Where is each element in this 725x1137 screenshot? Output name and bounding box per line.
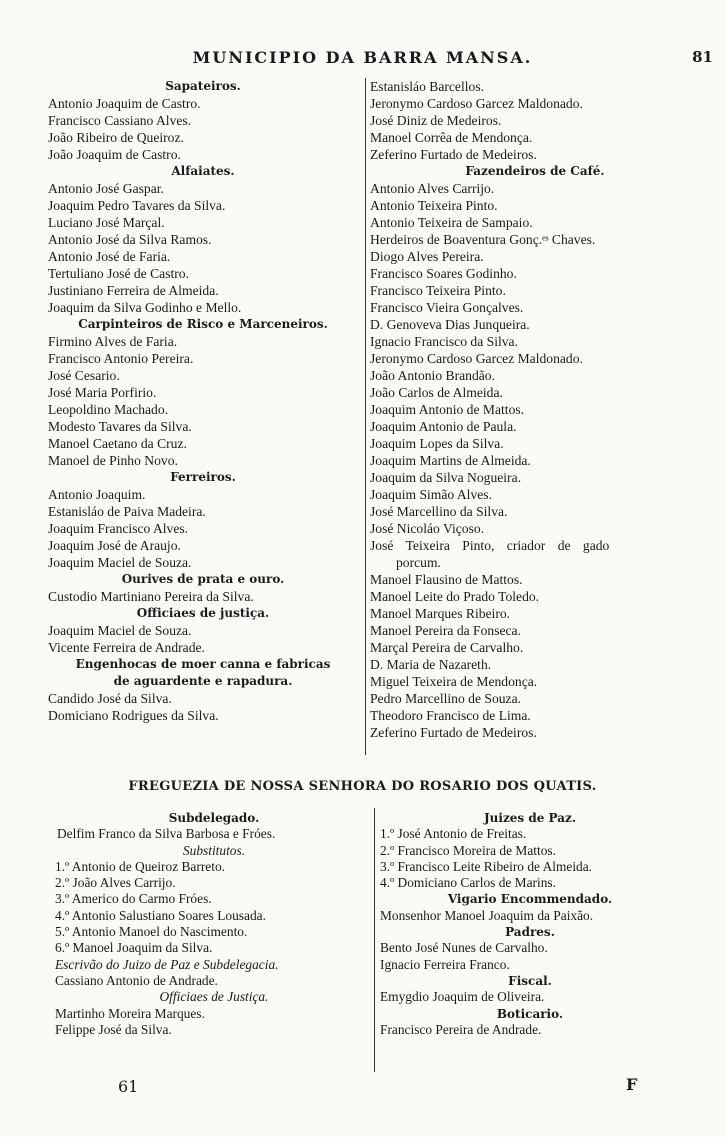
list-item: D. Maria de Nazareth. — [370, 657, 492, 672]
section-heading: Fiscal. — [508, 973, 552, 988]
list-item: Marçal Pereira de Carvalho. — [370, 640, 524, 655]
list-item: Martinho Moreira Marques. — [55, 1005, 205, 1021]
list-item: Ignacio Francisco da Silva. — [370, 334, 518, 349]
quatis-left-column — [55, 810, 373, 1038]
quatis-right-column — [380, 810, 680, 1038]
list-item: Miguel Teixeira de Mendonça. — [370, 674, 538, 689]
list-item: José Maria Porfirio. — [48, 385, 157, 400]
column-divider — [365, 78, 366, 755]
list-item: Joaquim Pedro Tavares da Silva. — [48, 198, 226, 213]
list-item: Zeferino Furtado de Medeiros. — [370, 147, 537, 162]
list-item: Francisco Cassiano Alves. — [48, 113, 192, 128]
page-number: 81 — [692, 48, 713, 66]
list-item: 1.º José Antonio de Freitas. — [380, 826, 527, 842]
section-heading: Fazendeiros de Café. — [465, 164, 605, 178]
section-heading: Ferreiros. — [170, 470, 236, 484]
section-heading: Ourives de prata e ouro. — [121, 572, 285, 586]
list-item: Joaquim Martins de Almeida. — [370, 453, 531, 468]
list-item: Jeronymo Cardoso Garcez Maldonado. — [370, 96, 583, 111]
list-item: Monsenhor Manoel Joaquim da Paixão. — [380, 907, 594, 923]
list-item: Francisco Teixeira Pinto. — [370, 283, 506, 298]
section-heading: Alfaiates. — [171, 164, 235, 178]
list-item: João Antonio Brandão. — [370, 368, 495, 383]
list-item: Joaquim Maciel de Souza. — [48, 555, 192, 570]
list-item: Candido José da Silva. — [48, 691, 172, 706]
column-divider — [374, 808, 375, 1072]
list-item: Joaquim Francisco Alves. — [48, 521, 189, 536]
list-item: Pedro Marcellino de Souza. — [370, 691, 521, 706]
list-item: Firmino Alves de Faria. — [48, 334, 178, 349]
list-item: José Teixeira Pinto, criador de gado — [370, 538, 610, 553]
list-item: Joaquim José de Araujo. — [48, 538, 181, 553]
section-heading: Escrivão do Juizo de Paz e Subdelegacia. — [55, 956, 279, 972]
list-item: Manoel Corrêa de Mendonça. — [370, 130, 533, 145]
list-item: Jeronymo Cardoso Garcez Maldonado. — [370, 351, 583, 366]
list-item: Modesto Tavares da Silva. — [48, 419, 192, 434]
section-heading: Vigario Encommendado. — [447, 892, 613, 907]
list-item: Diogo Alves Pereira. — [370, 249, 484, 264]
list-item: 4.º Domiciano Carlos de Marins. — [380, 875, 556, 891]
list-item: José Nicoláo Viçoso. — [370, 521, 485, 536]
page-header — [0, 48, 725, 70]
section-title-quatis: FREGUEZIA DE NOSSA SENHORA DO ROSARIO DOS QUATIS. — [128, 779, 597, 794]
section-heading: Padres. — [505, 925, 555, 940]
list-item: 2.º João Alves Carrijo. — [55, 875, 176, 891]
top-right-column — [370, 78, 700, 741]
list-item: Zeferino Furtado de Medeiros. — [370, 725, 537, 740]
list-item: Antonio José Gaspar. — [48, 181, 164, 196]
list-item: Antonio Alves Carrijo. — [370, 181, 495, 196]
list-item: Manoel Leite do Prado Toledo. — [370, 589, 540, 604]
top-left-column — [48, 78, 358, 724]
list-item: 2.º Francisco Moreira de Mattos. — [380, 842, 556, 858]
section-heading: Subdelegado. — [168, 811, 260, 825]
list-item: Joaquim Antonio de Paula. — [370, 419, 517, 434]
section-heading: de aguardente e rapadura. — [113, 674, 293, 688]
list-item: João Carlos de Almeida. — [370, 385, 503, 400]
list-item: Joaquim Antonio de Mattos. — [370, 402, 525, 417]
list-item: Antonio Teixeira de Sampaio. — [370, 215, 533, 230]
list-item: Manoel Caetano da Cruz. — [48, 436, 187, 451]
list-item: Felippe José da Silva. — [55, 1021, 172, 1037]
section-heading: Boticario. — [496, 1006, 564, 1021]
section-heading: Sapateiros. — [165, 79, 241, 93]
signature-mark: 61 — [118, 1077, 139, 1096]
section-heading: Substitutos. — [182, 842, 246, 858]
list-item: Theodoro Francisco de Lima. — [370, 708, 531, 723]
list-item: Antonio José de Faria. — [48, 249, 171, 264]
list-item: Manoel Marques Ribeiro. — [370, 606, 511, 621]
list-item: 4.º Antonio Salustiano Soares Lousada. — [55, 907, 266, 923]
list-item: Vicente Ferreira de Andrade. — [48, 640, 205, 655]
list-item: Antonio Joaquim de Castro. — [48, 96, 201, 111]
section-heading: Officiaes de justiça. — [136, 606, 270, 620]
signature-letter: F — [626, 1075, 638, 1094]
list-item: Estanisláo de Paiva Madeira. — [48, 504, 206, 519]
list-item: Custodio Martiniano Pereira da Silva. — [48, 589, 254, 604]
list-item: Leopoldino Machado. — [48, 402, 169, 417]
section-heading: Officiaes de Justiça. — [159, 989, 269, 1005]
list-item: Manoel de Pinho Novo. — [48, 453, 178, 468]
list-item: Antonio Joaquim. — [48, 487, 146, 502]
section-heading: Carpinteiros de Risco e Marceneiros. — [78, 317, 328, 331]
list-item: 3.º Francisco Leite Ribeiro de Almeida. — [380, 858, 593, 874]
list-item: Emygdio Joaquim de Oliveira. — [380, 989, 545, 1005]
list-item: Tertuliano José de Castro. — [48, 266, 189, 281]
list-item: Luciano José Marçal. — [48, 215, 165, 230]
list-item: João Joaquim de Castro. — [48, 147, 181, 162]
list-item-continuation: porcum. — [396, 555, 441, 570]
list-item: Antonio Teixeira Pinto. — [370, 198, 498, 213]
list-item: José Diniz de Medeiros. — [370, 113, 502, 128]
list-item: Cassiano Antonio de Andrade. — [55, 972, 218, 988]
list-item: Joaquim da Silva Nogueira. — [370, 470, 522, 485]
section-heading: Engenhocas de moer canna e fabricas — [75, 657, 331, 671]
list-item: Justiniano Ferreira de Almeida. — [48, 283, 219, 298]
running-title: MUNICIPIO DA BARRA MANSA. — [192, 48, 533, 67]
list-item: Francisco Pereira de Andrade. — [380, 1021, 542, 1037]
list-item: Francisco Vieira Gonçalves. — [370, 300, 524, 315]
list-item: Domiciano Rodrigues da Silva. — [48, 708, 219, 723]
section-heading: Juizes de Paz. — [483, 811, 576, 825]
list-item: Joaquim Simão Alves. — [370, 487, 492, 502]
list-item: Francisco Antonio Pereira. — [48, 351, 194, 366]
list-item: Ignacio Ferreira Franco. — [380, 956, 510, 972]
list-item: Joaquim Maciel de Souza. — [48, 623, 192, 638]
list-item: José Marcellino da Silva. — [370, 504, 508, 519]
list-item: D. Genoveva Dias Junqueira. — [370, 317, 530, 332]
list-item: 1.º Antonio de Queiroz Barreto. — [55, 858, 226, 874]
list-item: 3.º Americo do Carmo Fróes. — [55, 891, 212, 907]
list-item: Delfim Franco da Silva Barbosa e Fróes. — [57, 826, 276, 842]
list-item: João Ribeiro de Queiroz. — [48, 130, 184, 145]
list-item: José Cesario. — [48, 368, 120, 383]
list-item: Joaquim da Silva Godinho e Mello. — [48, 300, 242, 315]
list-item: Manoel Flausino de Mattos. — [370, 572, 523, 587]
list-item: Estanisláo Barcellos. — [370, 79, 485, 94]
list-item: Joaquim Lopes da Silva. — [370, 436, 504, 451]
list-item: Bento José Nunes de Carvalho. — [380, 940, 548, 956]
list-item: 6.º Manoel Joaquim da Silva. — [55, 940, 213, 956]
list-item: 5.º Antonio Manoel do Nascimento. — [55, 924, 248, 940]
list-item: Antonio José da Silva Ramos. — [48, 232, 212, 247]
list-item: Manoel Pereira da Fonseca. — [370, 623, 521, 638]
list-item: Francisco Soares Godinho. — [370, 266, 517, 281]
list-item: Herdeiros de Boaventura Gonç.ᵉˢ Chaves. — [370, 232, 596, 247]
